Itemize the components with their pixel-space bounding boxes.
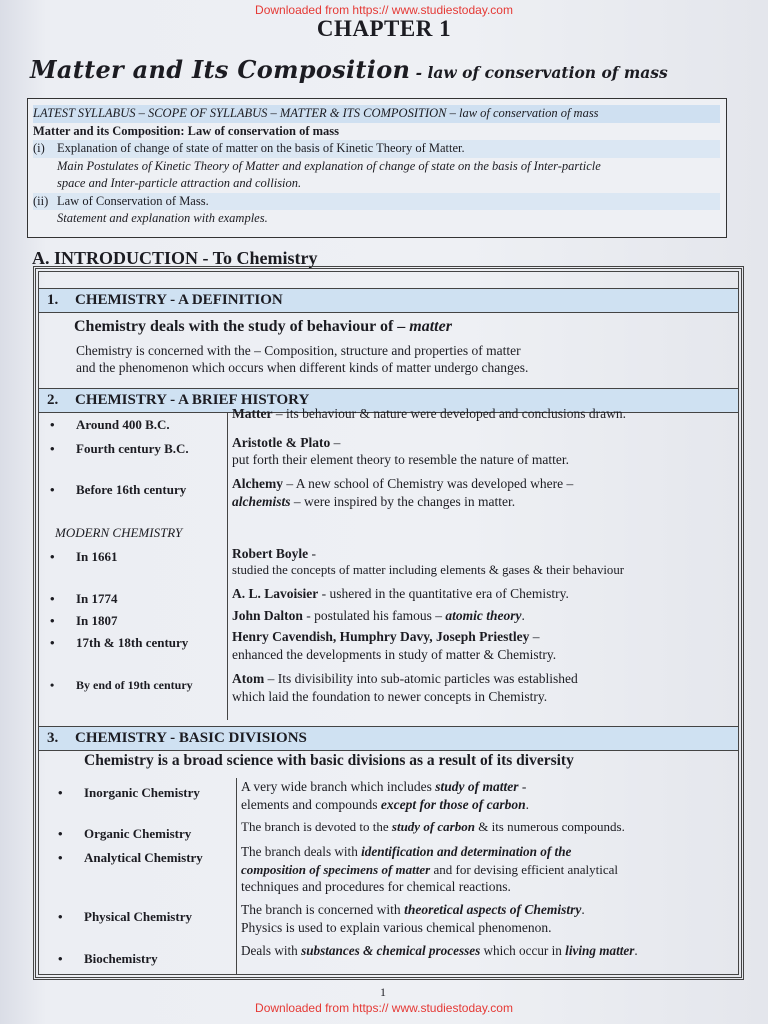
history-row-3-text: – A new school of Chemistry was developed where – <box>283 476 574 491</box>
section-2-title: CHEMISTRY - A BRIEF HISTORY <box>75 392 310 408</box>
division-row-5-text: Deals with <box>241 943 302 958</box>
division-row-1-text: A very wide branch which includes <box>241 779 436 794</box>
bullet-icon: • <box>50 678 55 692</box>
division-row-3-desc-3: techniques and procedures for chemical reactions. <box>241 879 511 894</box>
definition-lead-text: Chemistry deals with the study of behaviour of – <box>74 318 410 335</box>
bullet-icon: • <box>50 549 55 564</box>
history-row-1-text: – its behaviour & nature were developed and conclusions drawn. <box>272 406 626 421</box>
division-row-1-end: - <box>518 779 527 794</box>
division-row-5-desc <box>241 942 638 959</box>
division-row-1-end-2: . <box>525 797 529 812</box>
bullet-icon: • <box>58 785 63 800</box>
history-row-3-desc-2 <box>232 493 515 510</box>
division-row-3-label: Analytical Chemistry <box>84 850 203 865</box>
history-row-1-label: Around 400 B.C. <box>76 417 170 432</box>
history-row-7-desc-2: enhanced the developments in study of matter & Chemistry. <box>232 647 557 662</box>
history-row-6-key: John Dalton <box>232 608 303 623</box>
syllabus-item-1-num: (i) <box>33 141 45 155</box>
history-row-3-desc <box>232 475 573 492</box>
bullet-icon: • <box>50 635 55 650</box>
division-row-2-desc <box>241 818 625 835</box>
history-row-1-desc <box>232 405 626 422</box>
history-row-2-text: – <box>330 435 341 450</box>
history-row-6-label: In 1807 <box>76 613 118 628</box>
division-row-3-text: The branch deals with <box>241 844 362 859</box>
section-1-number: 1. <box>47 292 59 308</box>
history-row-3-emphasis: alchemists <box>232 494 291 509</box>
division-row-1-desc <box>241 778 526 795</box>
division-row-3-desc-2 <box>241 861 618 878</box>
history-row-7-label: 17th & 18th century <box>76 635 189 650</box>
history-row-8-desc <box>232 670 578 687</box>
division-row-5-emphasis-2: living matter <box>565 943 635 958</box>
division-row-2-text: The branch is devoted to the <box>241 819 392 834</box>
history-row-8-desc-2: which laid the foundation to newer concepts in Chemistry. <box>232 689 548 704</box>
history-row-5-key: A. L. Lavoisier <box>232 586 319 601</box>
division-row-4-desc-2: Physics is used to explain various chemical phenomenon. <box>241 920 552 935</box>
divisions-lead: Chemistry is a broad science with basic divisions as a result of its diversity <box>84 752 574 769</box>
bullet-icon: • <box>50 591 55 606</box>
history-row-6-end: . <box>521 608 525 623</box>
section-1-title: CHEMISTRY - A DEFINITION <box>75 292 283 308</box>
division-row-1-text-2: elements and compounds <box>241 797 381 812</box>
history-row-8-text: – Its divisibility into sub-atomic particles was established <box>264 671 578 686</box>
division-row-5-text-2: which occur in <box>480 943 566 958</box>
history-row-7-text: – <box>529 629 540 644</box>
syllabus-item-2-sub: Statement and explanation with examples. <box>57 211 268 225</box>
divisions-column-divider <box>236 778 237 974</box>
history-row-6-text: - postulated his famous – <box>302 608 446 623</box>
watermark-bottom: Downloaded from https:// www.studiestoday.com <box>255 1001 513 1015</box>
bullet-icon: • <box>50 613 55 628</box>
history-row-3-text-2: – were inspired by the changes in matter. <box>290 494 516 509</box>
syllabus-item-1-text: Explanation of change of state of matter on the basis of Kinetic Theory of Matter. <box>57 141 465 155</box>
section-1-header <box>39 288 738 313</box>
division-row-3-text-2: and for devising efficient analytical <box>430 862 619 877</box>
syllabus-item-1-sub2: space and Inter-particle attraction and collision. <box>57 176 302 190</box>
division-row-4-desc <box>241 901 585 918</box>
division-row-4-label: Physical Chemistry <box>84 909 192 924</box>
definition-lead <box>74 318 452 336</box>
section-3-title: CHEMISTRY - BASIC DIVISIONS <box>75 730 307 746</box>
section-a-heading: A. INTRODUCTION - To Chemistry <box>32 248 318 268</box>
bullet-icon: • <box>50 417 55 432</box>
division-row-1-desc-2 <box>241 796 529 813</box>
history-row-3-key: Alchemy <box>232 476 283 491</box>
history-row-4-key: Robert Boyle <box>232 546 309 561</box>
section-2-number: 2. <box>47 392 59 408</box>
history-row-7-desc <box>232 628 540 645</box>
history-row-7-key: Henry Cavendish, Humphry Davy, Joseph Priestley <box>232 629 530 644</box>
history-column-divider <box>227 412 228 720</box>
definition-lead-emphasis: matter <box>409 318 452 335</box>
division-row-4-end: . <box>581 902 585 917</box>
modern-chemistry-label: MODERN CHEMISTRY <box>55 525 183 540</box>
history-row-6-desc <box>232 607 525 624</box>
division-row-2-label: Organic Chemistry <box>84 826 192 841</box>
title-sub: - law of conservation of mass <box>410 63 668 82</box>
division-row-2-emphasis: study of carbon <box>391 819 475 834</box>
bullet-icon: • <box>50 482 55 497</box>
definition-line-2: and the phenomenon which occurs when different kinds of matter undergo changes. <box>76 360 529 375</box>
syllabus-item-1 <box>33 140 720 158</box>
history-row-2-desc <box>232 434 340 451</box>
page-number: 1 <box>380 985 386 999</box>
history-row-8-key: Atom <box>232 671 265 686</box>
chapter-title <box>30 55 750 84</box>
syllabus-item-2-text: Law of Conservation of Mass. <box>57 193 209 208</box>
history-row-2-key: Aristotle & Plato <box>232 435 331 450</box>
division-row-5-emphasis: substances & chemical processes <box>301 943 481 958</box>
title-main: Matter and Its Composition <box>30 55 411 84</box>
syllabus-item-1-sub1: Main Postulates of Kinetic Theory of Matter and explanation of change of state on the basis of Inter-particle <box>57 158 601 173</box>
history-row-1-key: Matter <box>232 406 273 421</box>
watermark-top: Downloaded from https:// www.studiestoday.com <box>255 3 513 17</box>
history-row-3-label: Before 16th century <box>76 482 187 497</box>
division-row-5-label: Biochemistry <box>84 951 158 966</box>
division-row-1-label: Inorganic Chemistry <box>84 785 200 800</box>
syllabus-item-2-num: (ii) <box>33 193 49 208</box>
history-row-8-label: By end of 19th century <box>76 678 193 692</box>
division-row-4-emphasis: theoretical aspects of Chemistry <box>404 902 582 917</box>
division-row-3-desc <box>241 843 571 860</box>
division-row-2-end: & its numerous compounds. <box>474 819 625 834</box>
history-row-4-text: - <box>308 546 316 561</box>
bullet-icon: • <box>58 951 63 966</box>
history-row-5-label: In 1774 <box>76 591 118 606</box>
history-row-2-label: Fourth century B.C. <box>76 441 189 456</box>
bullet-icon: • <box>58 909 63 924</box>
division-row-3-emphasis-2: composition of specimens of matter <box>241 862 431 877</box>
bullet-icon: • <box>58 826 63 841</box>
syllabus-topic: Matter and its Composition: Law of conservation of mass <box>33 123 340 138</box>
history-row-4-desc-2: studied the concepts of matter including elements & gases & their behaviour <box>232 563 624 577</box>
section-3-number: 3. <box>47 730 59 746</box>
division-row-3-emphasis: identification and determination of the <box>361 844 572 859</box>
syllabus-heading: LATEST SYLLABUS – SCOPE OF SYLLABUS – MATTER & ITS COMPOSITION – law of conservation of mass <box>33 105 720 123</box>
syllabus-item-2 <box>33 193 720 211</box>
division-row-5-end: . <box>634 943 638 958</box>
definition-line-1: Chemistry is concerned with the – Composition, structure and properties of matter <box>76 343 521 358</box>
section-3-header <box>39 726 738 751</box>
history-row-5-desc <box>232 585 569 602</box>
syllabus-box <box>27 98 727 238</box>
history-row-4-desc <box>232 545 316 562</box>
division-row-1-emphasis-2: except for those of carbon <box>380 797 526 812</box>
history-row-5-text: - ushered in the quantitative era of Chemistry. <box>318 586 569 601</box>
history-row-6-emphasis: atomic theory <box>445 608 522 623</box>
bullet-icon: • <box>50 441 55 456</box>
bullet-icon: • <box>58 850 63 865</box>
division-row-4-text: The branch is concerned with <box>241 902 405 917</box>
history-row-2-desc-2: put forth their element theory to resemble the nature of matter. <box>232 452 570 467</box>
history-row-4-label: In 1661 <box>76 549 118 564</box>
chapter-heading: CHAPTER 1 <box>316 16 452 41</box>
division-row-1-emphasis: study of matter <box>435 779 519 794</box>
